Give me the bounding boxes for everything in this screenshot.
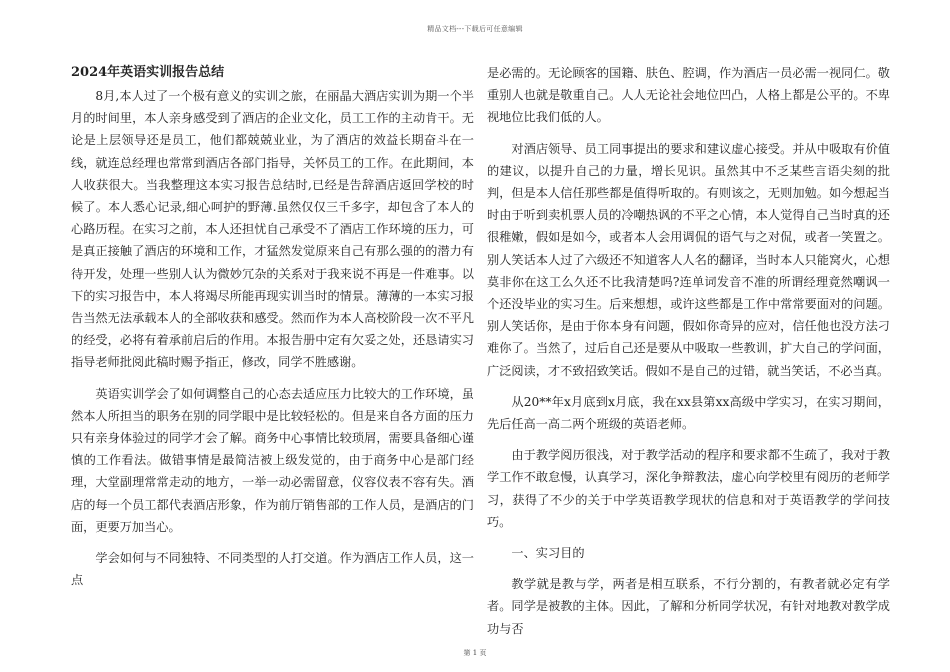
section-heading: 一、实习目的 [511,546,585,561]
left-column [71,62,474,591]
paragraph: 英语实训学会了如何调整自己的心态去适应压力比较大的工作环境，虽然本人所担当的职务在别的同学眼中是比较轻松的。但是来自各方面的压力只有亲身体验过的同学才会了解。商务中心事情比较琐屑，需要具备细心谨慎的工作看法。做错事情是最简洁被上级发觉的，由于商务中心是部门经理，大堂副理常常走动的地方，一举一动必需留意，仪容仪表不容有失。酒店的每一个员工都代表酒店形象，作为前厅销售部的工作人员，是酒店的门面，更要万加当心。 [71,386,474,534]
paragraph: 从20**年x月底到x月底，我在xx县第xx高级中学实习，在实习期间，先后任高一高二两个班级的英语老师。 [487,394,890,432]
paragraph: 是必需的。无论顾客的国籍、肤色、腔调，作为酒店一员必需一视同仁。敬重别人也就是敬重自己。人人无论社会地位凹凸，人格上都是公平的。不卑视地位比我们低的人。 [487,66,890,125]
header-note: 精品文档---下载后可任意编辑 [427,25,523,33]
document-title: 2024年英语实训报告总结 [71,65,225,80]
page-number: 第 1 页 [463,649,487,657]
paragraph: 教学就是教与学，两者是相互联系，不行分割的，有教者就必定有学者。同学是被教的主体。因此，了解和分析同学状况，有针对地教对教学成功与否 [487,577,890,636]
paragraph: 对酒店领导、员工同事提出的要求和建议虚心接受。并从中吸取有价值的建议，以提升自己的力量，增长见识。虽然其中不乏某些言语尖刻的批判，但是本人信任那些都是值得听取的。有则该之，无则加勉。如今想起当时由于听到卖机票人员的冷嘲热讽的不平之心情，本人觉得自己当时真的还很稚嫩，假如是如今，或者本人会用调侃的语气与之对侃，或者一笑置之。别人笑话本人过了六级还不知道客人人名的翻译，当时本人只能窝火，心想莫非你在这工么久还不比我清楚吗?连单词发音不准的所谓经理竟然嘲讽一个还没毕业的实习生。后来想想，或许这些都是工作中常常要面对的问题。别人笑话你，是由于你本身有问题，假如你奇异的应对，信任他也没方法刁难你了。当然了，过后自己还是要从中吸取一些教训，扩大自己的学问面，广泛阅读，才不致招致笑话。假如不是自己的过错，就当笑话，不必当真。 [487,141,890,378]
paragraph: 由于教学阅历很浅，对于教学活动的程序和要求都不生疏了，我对于教学工作不敢怠慢，认真学习，深化争辩教法，虚心向学校里有阅历的老师学习，获得了不少的关于中学英语教学现状的信息和对于英语教学的学问技巧。 [487,448,890,529]
paragraph: 8月,本人过了一个极有意义的实训之旅，在丽晶大酒店实训为期一个半月的时间里，本人亲身感受到了酒店的企业文化，员工工作的主动肯干。无论是上层领导还是员工，他们都兢兢业业，为了酒店的效益长期奋斗在一线，就连总经理也常常到酒店各部门指导，关怀员工的工作。在此期间，本人收获很大。当我整理这本实习报告总结时,已经是告辞酒店返回学校的时候了。本人悉心记录,细心呵护的野薄.虽然仅仅三千多字，却包含了本人的心路历程。在实习之前，本人还担忧自己承受不了酒店工作环境的压力，可是真正接触了酒店的环境和工作，才猛然发觉原来自己有那么强的的潜力有待开发，处理一些别人认为微妙冗杂的关系对于我来说不再是一件难事。以下的实习报告中，本人将竭尽所能再现实训当时的情景。薄薄的一本实习报告当然无法承载本人的全部收获和感受。然而作为本人高校阶段一次不平凡的经受，必将有着承前启后的作用。本报告册中定有欠妥之处，还恳请实习指导老师批阅此稿时赐予指正，修改，同学不胜感谢。 [71,89,474,370]
paragraph: 学会如何与不同独特、不同类型的人打交道。作为酒店工作人员，这一点 [71,551,474,588]
right-column [487,62,890,640]
